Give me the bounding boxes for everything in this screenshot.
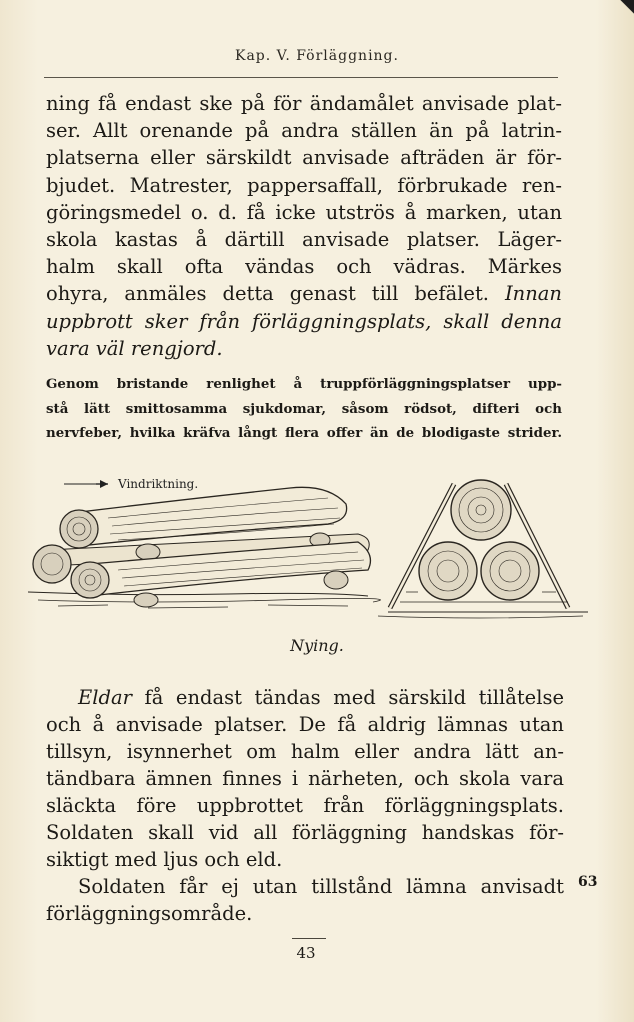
text-line: och å anvisade platser. De få aldrig lämnas utan: [46, 713, 564, 736]
note-line: stå lätt smittosamma sjukdomar, såsom rödsot, difteri och: [46, 400, 562, 417]
text-line: bjudet. Matrester, pappersaffall, förbrukade ren-: [46, 173, 562, 197]
text-fragment: ohyra, anmäles detta genast till befälet.: [46, 282, 489, 306]
text-line: halm skall ofta vändas och vädras. Märkes: [46, 255, 562, 279]
text-line: siktigt med ljus och eld.: [46, 848, 283, 871]
italic-fragment: Eldar: [78, 686, 132, 709]
log-fire-illustration: [28, 474, 593, 624]
italic-fragment: Innan: [504, 282, 562, 306]
text-line: tillsyn, isynnerhet om halm eller andra lätt an-: [46, 740, 564, 763]
footer-rule: [292, 938, 326, 939]
italic-line: vara väl rengjord.: [46, 336, 223, 360]
text-line-mixed: [46, 684, 564, 711]
text-line: Soldaten skall vid all förläggning handskas för-: [46, 821, 564, 844]
text-line: ning få endast ske på för ändamålet anvisade plat-: [46, 92, 562, 115]
header-rule: [44, 77, 558, 78]
note-paragraph: [46, 372, 562, 446]
text-fragment: få endast tändas med särskild tillåtelse: [131, 686, 564, 709]
text-line-mixed: [46, 280, 562, 307]
text-line: förläggningsområde.: [46, 902, 253, 925]
text-line: göringsmedel o. d. få icke utströs å marken, utan: [46, 200, 562, 224]
wind-label: Vindriktning.: [118, 477, 199, 491]
text-line: tändbara ämnen finnes i närheten, och skola vara: [46, 767, 564, 790]
nying-end-view: [378, 480, 588, 618]
paragraph-hygiene: [46, 90, 562, 362]
margin-number: 63: [578, 874, 598, 890]
text-line: platserna eller särskildt anvisade afträden är för-: [46, 146, 562, 170]
note-line: Genom bristande renlighet å truppförläggningsplatser upp-: [46, 376, 562, 392]
page-corner-mark: [612, 0, 634, 22]
italic-line: uppbrott sker från förläggningsplats, skall denna: [46, 309, 562, 333]
wind-direction-arrow: [64, 480, 108, 488]
nying-side-view: [28, 487, 380, 608]
running-header: Kap. V. Förläggning.: [235, 48, 399, 64]
note-line: nervfeber, hvilka kräfva långt flera offer än de blodigaste strider.: [46, 425, 562, 441]
paragraph-fires: [46, 684, 564, 927]
figure-caption: Nying.: [290, 636, 344, 655]
page-number: 43: [296, 944, 316, 962]
text-line: skola kastas å därtill anvisade platser. Läger-: [46, 228, 562, 252]
text-line: Soldaten får ej utan tillstånd lämna anvisadt: [78, 875, 564, 898]
text-line: släckta före uppbrottet från förläggningsplats.: [46, 794, 564, 817]
text-line: ser. Allt orenande på andra ställen än på latrin-: [46, 119, 562, 143]
